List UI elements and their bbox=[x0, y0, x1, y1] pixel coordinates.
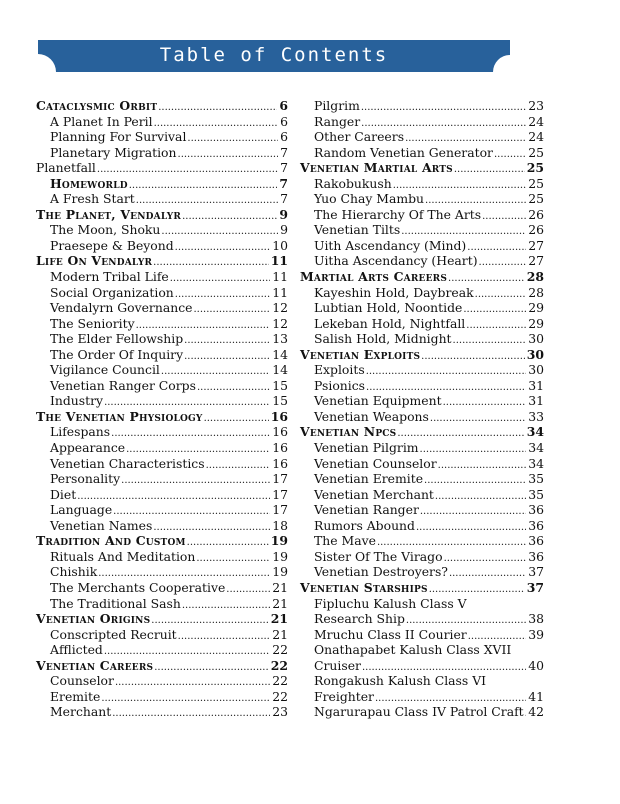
toc-entry[interactable] bbox=[36, 409, 288, 425]
toc-entry-label: Venetian Pilgrim bbox=[314, 440, 419, 456]
toc-entry[interactable] bbox=[300, 222, 544, 238]
toc-entry[interactable] bbox=[300, 471, 544, 487]
toc-entry[interactable] bbox=[36, 378, 288, 394]
toc-right-column bbox=[300, 98, 544, 720]
toc-entry-page: 30 bbox=[526, 346, 544, 362]
toc-entry-label: Ngarurapau Class IV Patrol Craft bbox=[314, 704, 524, 720]
toc-entry-page: 14 bbox=[272, 362, 288, 378]
toc-entry[interactable] bbox=[300, 673, 544, 689]
toc-entry[interactable] bbox=[36, 362, 288, 378]
toc-entry[interactable] bbox=[300, 347, 544, 363]
toc-entry[interactable] bbox=[300, 689, 544, 705]
toc-entry[interactable] bbox=[36, 129, 288, 145]
toc-entry-page: 21 bbox=[272, 626, 288, 642]
toc-entry[interactable] bbox=[36, 316, 288, 332]
toc-entry[interactable] bbox=[36, 114, 288, 130]
toc-entry-page: 37 bbox=[528, 564, 544, 580]
toc-entry[interactable] bbox=[300, 642, 544, 658]
toc-entry-page: 19 bbox=[272, 564, 288, 580]
toc-entry-label: Afflicted bbox=[50, 642, 103, 658]
toc-entry-label: Freighter bbox=[314, 688, 374, 704]
toc-entry-label: Diet bbox=[50, 486, 77, 502]
toc-entry-page: 22 bbox=[272, 688, 288, 704]
toc-entry[interactable] bbox=[300, 596, 544, 612]
toc-entry[interactable] bbox=[36, 487, 288, 503]
dot-leader bbox=[112, 704, 270, 722]
toc-entry[interactable] bbox=[300, 564, 544, 580]
toc-entry[interactable] bbox=[36, 704, 288, 720]
toc-entry-label: Fipluchu Kalush Class V bbox=[314, 595, 467, 611]
toc-entry-label: Social Organization bbox=[50, 284, 174, 300]
toc-entry-label: Kayeshin Hold, Daybreak bbox=[314, 284, 474, 300]
toc-entry[interactable] bbox=[300, 424, 544, 440]
toc-entry-label: Venetian Starships bbox=[300, 579, 428, 595]
toc-entry-label: Sister Of The Virago bbox=[314, 548, 443, 564]
toc-entry-page: 41 bbox=[528, 688, 544, 704]
toc-entry-page: 9 bbox=[279, 206, 288, 222]
toc-entry-label: Lekeban Hold, Nightfall bbox=[314, 315, 466, 331]
toc-entry-label: Language bbox=[50, 502, 113, 518]
toc-entry-label: The Planet, Vendalyr bbox=[36, 206, 182, 222]
toc-entry[interactable] bbox=[36, 331, 288, 347]
toc-entry-page: 36 bbox=[528, 533, 544, 549]
toc-entry-label: Pilgrim bbox=[314, 98, 360, 113]
toc-entry[interactable] bbox=[300, 285, 544, 301]
toc-entry[interactable] bbox=[300, 611, 544, 627]
toc-entry-page: 27 bbox=[528, 237, 544, 253]
toc-entry-label: Venetian Npcs bbox=[300, 424, 397, 440]
toc-entry[interactable] bbox=[36, 347, 288, 363]
toc-entry-page: 34 bbox=[528, 455, 544, 471]
toc-entry-page: 17 bbox=[272, 486, 288, 502]
toc-entry-page: 36 bbox=[528, 502, 544, 518]
toc-entry[interactable] bbox=[36, 222, 288, 238]
toc-entry-page: 22 bbox=[272, 673, 288, 689]
toc-entry-page: 21 bbox=[270, 611, 288, 627]
toc-entry[interactable] bbox=[36, 658, 288, 674]
toc-entry-label: The Moon, Shoku bbox=[50, 222, 161, 238]
toc-entry-page: 37 bbox=[526, 579, 544, 595]
toc-entry[interactable] bbox=[300, 176, 544, 192]
toc-entry[interactable] bbox=[36, 98, 288, 114]
toc-entry[interactable] bbox=[36, 611, 288, 627]
toc-entry-label: Ranger bbox=[314, 113, 361, 129]
toc-entry[interactable] bbox=[300, 502, 544, 518]
toc-entry[interactable] bbox=[300, 191, 544, 207]
toc-entry-page: 11 bbox=[272, 284, 288, 300]
toc-entry[interactable] bbox=[36, 596, 288, 612]
toc-entry-label: Venetian Counselor bbox=[314, 455, 437, 471]
toc-entry-page: 7 bbox=[280, 160, 288, 176]
toc-left-column bbox=[36, 98, 288, 720]
toc-entry-label: Cruiser bbox=[314, 657, 361, 673]
toc-entry[interactable] bbox=[300, 627, 544, 643]
toc-entry-page: 25 bbox=[526, 160, 544, 176]
toc-entry[interactable] bbox=[36, 564, 288, 580]
toc-entry-label: Eremite bbox=[50, 688, 101, 704]
toc-entry[interactable] bbox=[36, 253, 288, 269]
toc-entry-label: Rakobukush bbox=[314, 175, 392, 191]
toc-entry-page: 28 bbox=[528, 284, 544, 300]
toc-entry[interactable] bbox=[300, 549, 544, 565]
toc-entry-page: 11 bbox=[270, 253, 288, 269]
toc-entry[interactable] bbox=[36, 191, 288, 207]
toc-entry-page: 25 bbox=[528, 175, 544, 191]
toc-entry-label: The Elder Fellowship bbox=[50, 331, 184, 347]
toc-entry-page: 21 bbox=[272, 595, 288, 611]
toc-entry-label: Venetian Ranger Corps bbox=[50, 377, 196, 393]
toc-entry-page: 19 bbox=[272, 548, 288, 564]
toc-entry-page: 36 bbox=[528, 517, 544, 533]
toc-entry[interactable] bbox=[300, 580, 544, 596]
toc-entry[interactable] bbox=[36, 471, 288, 487]
toc-entry[interactable] bbox=[300, 518, 544, 534]
toc-entry-page: 21 bbox=[272, 579, 288, 595]
toc-entry[interactable] bbox=[300, 207, 544, 223]
toc-entry[interactable] bbox=[300, 409, 544, 425]
toc-entry-page: 23 bbox=[272, 704, 288, 720]
toc-entry-label: Salish Hold, Midnight bbox=[314, 331, 452, 347]
toc-entry-page: 28 bbox=[526, 269, 544, 285]
toc-entry[interactable] bbox=[300, 456, 544, 472]
toc-entry[interactable] bbox=[36, 580, 288, 596]
toc-entry-page: 18 bbox=[272, 517, 288, 533]
toc-entry-label: Martial Arts Careers bbox=[300, 269, 448, 285]
dot-leader bbox=[525, 704, 527, 722]
toc-entry[interactable] bbox=[300, 533, 544, 549]
toc-entry[interactable] bbox=[36, 502, 288, 518]
toc-entry[interactable] bbox=[36, 285, 288, 301]
toc-entry-page: 7 bbox=[280, 144, 288, 160]
toc-entry-page: 26 bbox=[528, 222, 544, 238]
toc-entry-page: 17 bbox=[272, 502, 288, 518]
toc-entry-page: 16 bbox=[272, 440, 288, 456]
toc-entry-label: Merchant bbox=[50, 704, 112, 720]
toc-entry-label: Onathapabet Kalush Class XVII bbox=[314, 642, 512, 658]
toc-entry-label: Vigilance Council bbox=[50, 362, 160, 378]
toc-entry[interactable] bbox=[300, 316, 544, 332]
toc-entry-label: Venetian Merchant bbox=[314, 486, 434, 502]
toc-entry[interactable] bbox=[300, 160, 544, 176]
toc-entry-label: The Traditional Sash bbox=[50, 595, 181, 611]
toc-entry-label: Venetian Eremite bbox=[314, 471, 424, 487]
toc-entry-label: The Mave bbox=[314, 533, 376, 549]
toc-entry-page: 31 bbox=[528, 393, 544, 409]
toc-entry-label: Uith Ascendancy (Mind) bbox=[314, 237, 467, 253]
toc-entry[interactable] bbox=[36, 549, 288, 565]
toc-entry-page: 22 bbox=[270, 657, 288, 673]
toc-entry-label: The Hierarchy Of The Arts bbox=[314, 206, 482, 222]
toc-entry-label: Venetian Careers bbox=[36, 657, 154, 673]
toc-entry-page: 35 bbox=[528, 486, 544, 502]
toc-entry-page: 36 bbox=[528, 548, 544, 564]
toc-entry-page: 6 bbox=[280, 113, 288, 129]
toc-entry-label: Venetian Origins bbox=[36, 611, 151, 627]
toc-entry-label: A Fresh Start bbox=[50, 191, 135, 207]
toc-entry-label: Planning For Survival bbox=[50, 129, 187, 145]
toc-entry-label: Tradition And Custom bbox=[36, 533, 186, 549]
toc-entry-page: 33 bbox=[528, 408, 544, 424]
toc-entry-label: A Planet In Peril bbox=[50, 113, 153, 129]
toc-entry-label: Venetian Destroyers? bbox=[314, 564, 448, 580]
toc-entry-label: Venetian Exploits bbox=[300, 346, 421, 362]
toc-entry-page: 10 bbox=[272, 237, 288, 253]
toc-entry-page: 34 bbox=[528, 440, 544, 456]
toc-entry-label: Venetian Martial Arts bbox=[300, 160, 453, 176]
toc-entry-label: Venetian Characteristics bbox=[50, 455, 205, 471]
toc-entry-page: 34 bbox=[526, 424, 544, 440]
toc-entry-page: 42 bbox=[528, 704, 544, 720]
toc-entry[interactable] bbox=[36, 673, 288, 689]
toc-entry-page: 30 bbox=[528, 362, 544, 378]
toc-entry-label: Random Venetian Generator bbox=[314, 144, 493, 160]
toc-entry-page: 12 bbox=[272, 315, 288, 331]
toc-entry-label: Lifespans bbox=[50, 424, 111, 440]
toc-entry-page: 6 bbox=[279, 98, 288, 113]
toc-entry[interactable] bbox=[300, 487, 544, 503]
toc-entry-label: Rongakush Kalush Class VI bbox=[314, 673, 487, 689]
toc-entry-label: Other Careers bbox=[314, 129, 405, 145]
toc-entry-label: Venetian Tilts bbox=[314, 222, 401, 238]
toc-entry-page: 26 bbox=[528, 206, 544, 222]
toc-entry-label: Mruchu Class II Courier bbox=[314, 626, 467, 642]
toc-entry-page: 35 bbox=[528, 471, 544, 487]
toc-entry[interactable] bbox=[300, 238, 544, 254]
toc-entry-label: Counselor bbox=[50, 673, 114, 689]
toc-entry[interactable] bbox=[36, 627, 288, 643]
toc-entry-page: 24 bbox=[528, 113, 544, 129]
toc-entry[interactable] bbox=[300, 269, 544, 285]
toc-entry-page: 15 bbox=[272, 377, 288, 393]
toc-entry[interactable] bbox=[300, 331, 544, 347]
toc-entry-label: Chishik bbox=[50, 564, 98, 580]
toc-entry-page: 13 bbox=[272, 331, 288, 347]
toc-entry[interactable] bbox=[36, 393, 288, 409]
title-banner bbox=[38, 40, 510, 72]
toc-entry-label: Praesepe & Beyond bbox=[50, 237, 174, 253]
toc-entry-label: Conscripted Recruit bbox=[50, 626, 177, 642]
toc-entry-page: 16 bbox=[272, 424, 288, 440]
toc-entry-page: 23 bbox=[528, 98, 544, 113]
toc-entry[interactable] bbox=[36, 207, 288, 223]
toc-entry[interactable] bbox=[36, 642, 288, 658]
toc-entry[interactable] bbox=[36, 269, 288, 285]
toc-entry-label: Personality bbox=[50, 471, 121, 487]
toc-entry-page: 38 bbox=[528, 611, 544, 627]
toc-entry-page: 16 bbox=[272, 455, 288, 471]
toc-entry-page: 31 bbox=[528, 377, 544, 393]
toc-entry[interactable] bbox=[300, 98, 544, 114]
toc-entry-page: 22 bbox=[272, 642, 288, 658]
toc-entry-page: 9 bbox=[280, 222, 288, 238]
toc-entry-label: Research Ship bbox=[314, 611, 405, 627]
toc-entry[interactable] bbox=[36, 145, 288, 161]
toc-entry-page: 14 bbox=[272, 346, 288, 362]
toc-entry-page: 30 bbox=[528, 331, 544, 347]
toc-entry[interactable] bbox=[300, 253, 544, 269]
toc-entry-page: 27 bbox=[528, 253, 544, 269]
toc-entry-label: Exploits bbox=[314, 362, 365, 378]
toc-entry-label: Vendalyrn Governance bbox=[50, 300, 193, 316]
toc-entry-page: 7 bbox=[280, 191, 288, 207]
toc-entry-label: Planetfall bbox=[36, 160, 96, 176]
toc-entry-label: Planetary Migration bbox=[50, 144, 177, 160]
toc-entry-label: The Order Of Inquiry bbox=[50, 346, 184, 362]
toc-entry-page: 16 bbox=[270, 408, 288, 424]
toc-entry-page: 6 bbox=[280, 129, 288, 145]
toc-entry-page: 39 bbox=[528, 626, 544, 642]
toc-entry-page: 11 bbox=[272, 269, 288, 285]
toc-entry-page: 29 bbox=[528, 315, 544, 331]
toc-entry-label: Modern Tribal Life bbox=[50, 269, 169, 285]
toc-entry-label: Uitha Ascendancy (Heart) bbox=[314, 253, 478, 269]
toc-entry[interactable] bbox=[300, 362, 544, 378]
toc-entry[interactable] bbox=[36, 533, 288, 549]
toc-entry-page: 24 bbox=[528, 129, 544, 145]
toc-entry[interactable] bbox=[36, 300, 288, 316]
toc-entry-page: 40 bbox=[528, 657, 544, 673]
toc-entry[interactable] bbox=[36, 238, 288, 254]
toc-entry[interactable] bbox=[36, 424, 288, 440]
toc-entry-label: The Merchants Cooperative bbox=[50, 579, 226, 595]
toc-entry-label: Venetian Equipment bbox=[314, 393, 442, 409]
toc-entry-page: 15 bbox=[272, 393, 288, 409]
toc-entry-label: Rituals And Meditation bbox=[50, 548, 196, 564]
page-title: Table of Contents bbox=[159, 44, 389, 66]
toc-entry[interactable] bbox=[36, 176, 288, 192]
toc-entry-page: 25 bbox=[528, 144, 544, 160]
toc-entry-label: The Seniority bbox=[50, 315, 135, 331]
toc-entry-label: Appearance bbox=[50, 440, 126, 456]
toc-entry-page: 17 bbox=[272, 471, 288, 487]
toc-entry[interactable] bbox=[300, 440, 544, 456]
toc-entry[interactable] bbox=[300, 145, 544, 161]
toc-entry[interactable] bbox=[36, 160, 288, 176]
toc-entry-label: Homeworld bbox=[50, 175, 128, 191]
toc-entry-page: 19 bbox=[270, 533, 288, 549]
toc-entry-page: 12 bbox=[272, 300, 288, 316]
toc-entry[interactable] bbox=[300, 704, 544, 720]
toc-entry[interactable] bbox=[300, 300, 544, 316]
toc-entry-label: Cataclysmic Orbit bbox=[36, 98, 158, 113]
toc-entry-label: Psionics bbox=[314, 377, 366, 393]
toc-entry-label: Venetian Ranger bbox=[314, 502, 419, 518]
toc-entry-page: 25 bbox=[528, 191, 544, 207]
toc-entry-label: Life On Vendalyr bbox=[36, 253, 153, 269]
toc-entry[interactable] bbox=[300, 658, 544, 674]
toc-entry-page: 7 bbox=[279, 175, 288, 191]
toc-entry[interactable] bbox=[36, 456, 288, 472]
toc-entry[interactable] bbox=[36, 518, 288, 534]
toc-entry[interactable] bbox=[300, 114, 544, 130]
toc-entry[interactable] bbox=[300, 129, 544, 145]
toc-entry-label: Venetian Weapons bbox=[314, 408, 429, 424]
toc-entry-label: Lubtian Hold, Noontide bbox=[314, 300, 463, 316]
toc-entry-label: Yuo Chay Mambu bbox=[314, 191, 425, 207]
toc-entry[interactable] bbox=[36, 440, 288, 456]
toc-entry-label: Venetian Names bbox=[50, 517, 153, 533]
toc-entry[interactable] bbox=[300, 378, 544, 394]
toc-entry-label: Industry bbox=[50, 393, 104, 409]
toc-entry[interactable] bbox=[300, 393, 544, 409]
toc-entry-label: Rumors Abound bbox=[314, 517, 415, 533]
toc-entry-label: The Venetian Physiology bbox=[36, 408, 203, 424]
toc-entry-page: 29 bbox=[528, 300, 544, 316]
toc-entry[interactable] bbox=[36, 689, 288, 705]
